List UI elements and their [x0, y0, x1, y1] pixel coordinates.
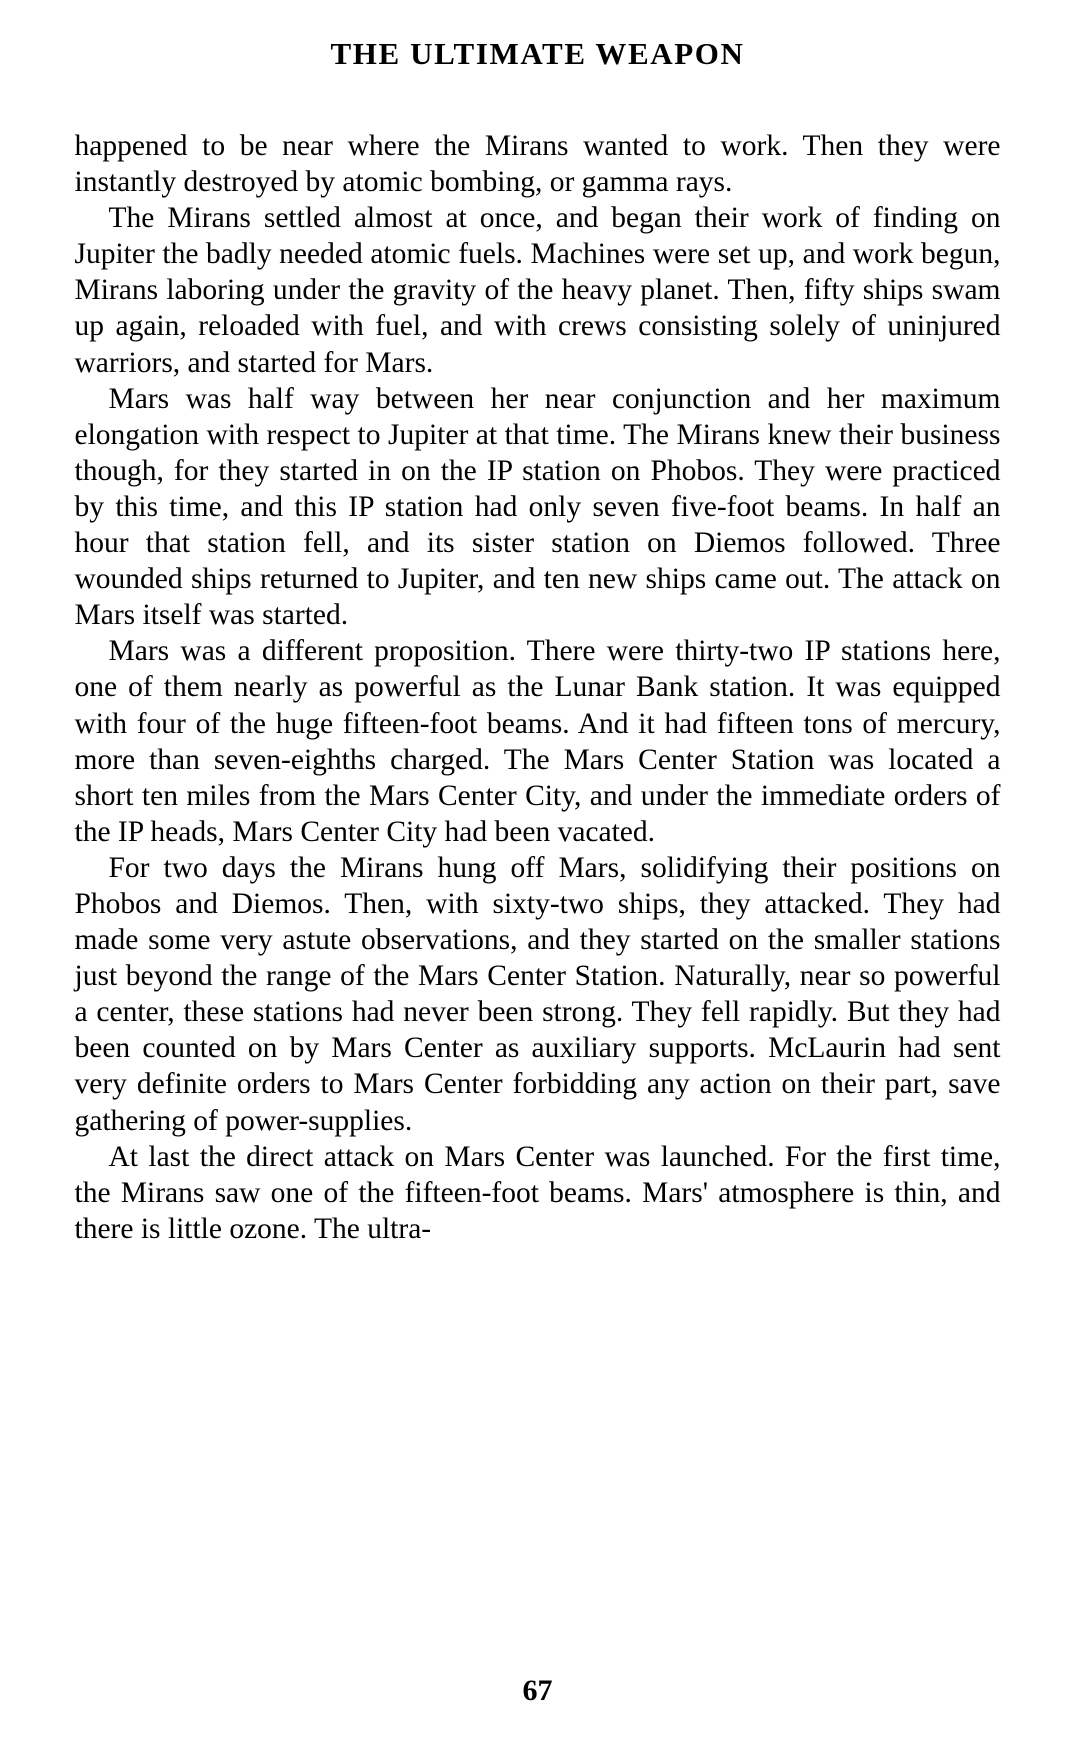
paragraph: Mars was a different proposition. There were thirty-two IP stations here, one of them nearly as powerful as the Lunar Bank station. It was equipped with four of the huge fifteen-foot beams. And it had fifteen tons of mercury, more than seven-eighths charged. The Mars Center Station was located a short ten miles from the Mars Center City, and under the immediate orders of the IP heads, Mars Center City had been vacated. — [74, 635, 1001, 848]
paragraph: The Mirans settled almost at once, and began their work of finding on Jupiter the badly needed atomic fuels. Machines were set up, and work begun, Mirans laboring under the gravity of the heavy planet. Then, fifty ships swam up again, reloaded with fuel, and with crews consisting solely of uninjured warriors, and started for Mars. — [74, 202, 1001, 379]
body-text-column — [75, 128, 1001, 1247]
paragraph: For two days the Mirans hung off Mars, solidifying their positions on Phobos and Diemos. Then, with sixty-two ships, they attacked. They had made some very astute observations, and they started on the smaller stations just beyond the range of the Mars Center Station. Naturally, near so powerful a center, these stations had never been strong. They fell rapidly. But they had been counted on by Mars Center as auxiliary supports. McLaurin had sent very definite orders to Mars Center forbidding any action on their part, save gathering of power-supplies. — [74, 851, 1001, 1137]
page-running-head: THE ULTIMATE WEAPON — [330, 36, 745, 71]
paragraph: happened to be near where the Mirans wanted to work. Then they were instantly destroyed by atomic bombing, or gamma rays. — [74, 130, 1001, 199]
paragraph: Mars was half way between her near conjunction and her maximum elongation with respect to Jupiter at that time. The Mirans knew their business though, for they started in on the IP station on Phobos. They were practiced by this time, and this IP station had only seven five-foot beams. In half an hour that station fell, and its sister station on Diemos followed. Three wounded ships returned to Jupiter, and ten new ships came out. The attack on Mars itself was started. — [74, 382, 1001, 632]
paragraph: At last the direct attack on Mars Center was launched. For the first time, the Mirans saw one of the fifteen-foot beams. Mars' atmosphere is thin, and there is little ozone. The ultra- — [74, 1140, 1001, 1245]
page-number: 67 — [522, 1674, 553, 1707]
